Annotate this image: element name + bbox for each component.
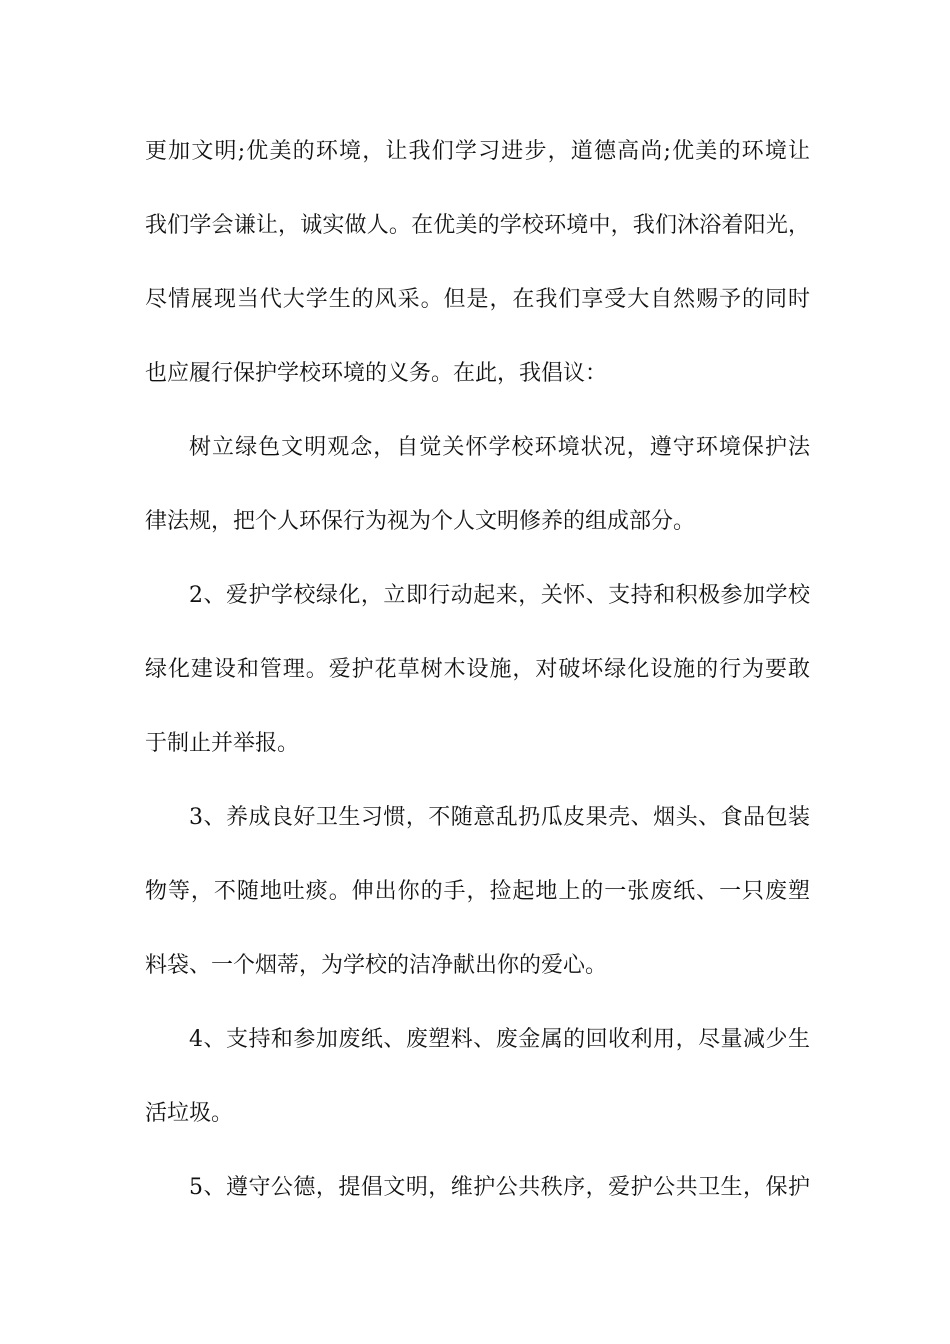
paragraph-first-line: 2、爱护学校绿化，立即行动起来，关怀、支持和积极参加学校 <box>189 583 810 608</box>
text-line: 我们学会谦让，诚实做人。在优美的学校环境中，我们沐浴着阳光， <box>145 213 810 238</box>
text-line: 物等，不随地吐痰。伸出你的手，捡起地上的一张废纸、一只废塑 <box>145 879 810 904</box>
text-line: 更加文明;优美的环境，让我们学习进步，道德高尚;优美的环境让 <box>145 139 810 164</box>
text-line: 尽情展现当代大学生的风采。但是，在我们享受大自然赐予的同时 <box>145 287 810 312</box>
text-line: 于制止并举报。 <box>145 731 300 756</box>
paragraph-first-line: 5、遵守公德，提倡文明，维护公共秩序，爱护公共卫生，保护 <box>189 1175 810 1200</box>
text-line: 绿化建设和管理。爱护花草树木设施，对破坏绿化设施的行为要敢 <box>145 657 810 682</box>
text-line: 活垃圾。 <box>145 1101 234 1126</box>
document-body <box>145 132 810 1242</box>
paragraph-first-line: 树立绿色文明观念，自觉关怀学校环境状况，遵守环境保护法 <box>189 435 810 460</box>
text-line: 律法规，把个人环保行为视为个人文明修养的组成部分。 <box>145 509 696 534</box>
text-line: 料袋、一个烟蒂，为学校的洁净献出你的爱心。 <box>145 953 608 978</box>
paragraph-first-line: 4、支持和参加废纸、废塑料、废金属的回收利用，尽量减少生 <box>189 1027 810 1052</box>
text-line: 也应履行保护学校环境的义务。在此，我倡议： <box>145 361 608 386</box>
paragraph-first-line: 3、养成良好卫生习惯，不随意乱扔瓜皮果壳、烟头、食品包装 <box>189 805 810 830</box>
